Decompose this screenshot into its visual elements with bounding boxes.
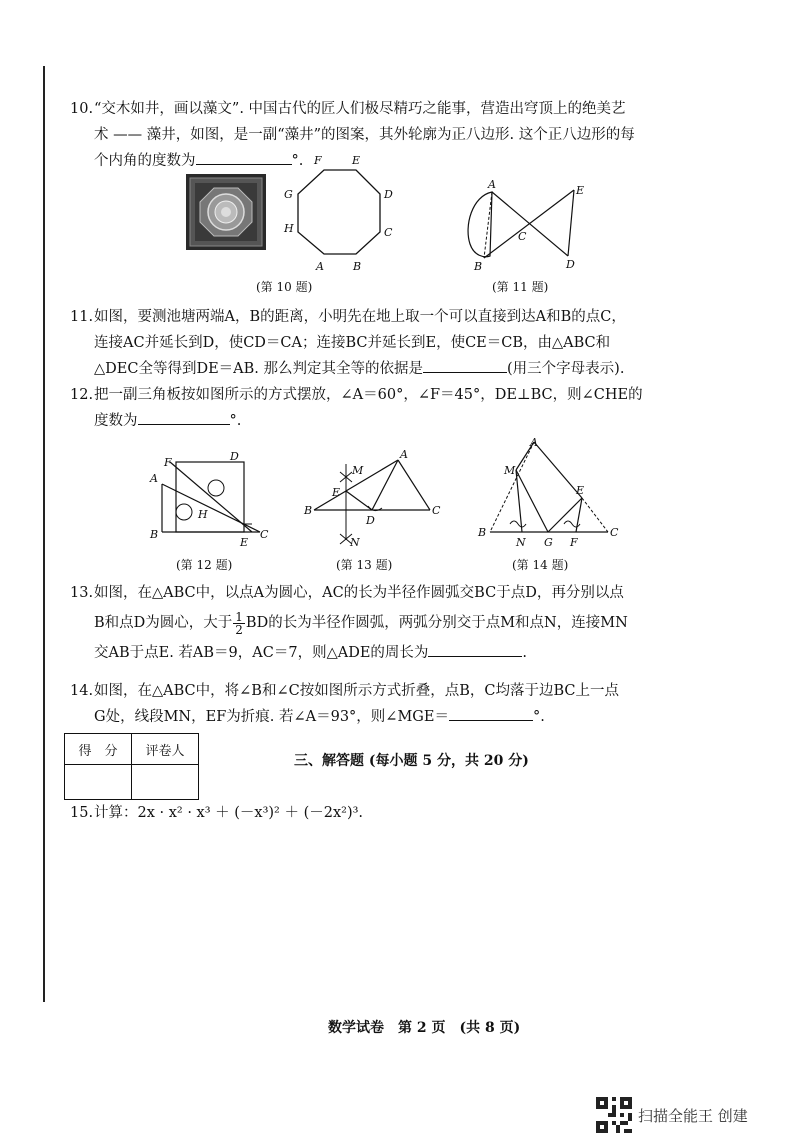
point-label: D [366,514,375,527]
point-label: E [240,536,249,548]
question-text: °. [229,413,242,429]
answer-blank [138,410,230,425]
question-text: °. [532,709,545,725]
segment-AC [398,460,430,510]
answer-blank [449,706,533,721]
page-footer: 数学试卷 第 2 页 (共 8 页) [328,1020,521,1036]
question-text: △DEC全等得到DE＝AB. 那么判定其全等的依据是 [94,361,424,377]
octagon-shape [298,170,380,254]
board-hole [208,480,224,496]
question-text: G处，线段MN，EF为折痕. 若∠A＝93°，则∠MGE＝ [94,709,449,725]
point-label: D [230,450,239,463]
answer-blank [428,642,522,657]
section-title: 三、解答题 (每小题 5 分，共 20 分) [294,753,529,769]
question-text: 交AB于点E. 若AB＝9，AC＝7，则△ADE的周长为 [94,645,429,661]
vertex-label: G [284,188,293,201]
vertex-label: F [314,154,322,167]
figure-caption: (第 13 题) [336,558,393,572]
question-12 [70,382,730,434]
point-label: M [352,464,364,477]
point-label: A [488,178,496,191]
point-label: A [150,472,158,485]
point-label: E [576,484,585,497]
question-15 [70,800,730,826]
question-number: 12. [70,387,94,403]
point-label: F [164,456,172,469]
figure-caption: (第 10 题) [256,280,313,294]
regular-octagon-figure [276,150,406,278]
figure-caption: (第 11 题) [492,280,549,294]
grader-header: 评卷人 [132,734,199,765]
question-text: “交木如井，画以藻文”. 中国古代的匠人们极尽精巧之能事，营造出穹顶上的绝美艺 [94,101,626,117]
question-14 [70,678,730,730]
vertex-label: A [316,260,324,273]
answer-blank [423,358,507,373]
segment-DE [568,190,574,256]
question-text: (用三个字母表示). [507,361,625,377]
point-label: C [610,526,619,539]
question-text: B和点D为圆心，大于 [94,615,233,631]
score-cell[interactable] [65,765,132,800]
point-label: B [150,528,159,541]
point-label: N [350,536,360,549]
scanner-watermark [596,1097,748,1133]
question-text: 术 —— 藻井，如图，是一副“藻井”的图案，其外轮廓为正八边形. 这个正八边形的每 [94,127,635,143]
point-label: F [570,536,578,549]
figure-caption: (第 14 题) [512,558,569,572]
question-text: 连接AC并延长到D，使CD＝CA；连接BC并延长到E，使CE＝CB，由△ABC和 [94,335,611,351]
board-hole [176,504,192,520]
segment-AD [492,192,568,256]
point-label: E [576,184,585,197]
fraction-one-half [233,611,245,636]
caisson-ceiling-image [186,174,266,250]
point-label: D [566,258,575,271]
question-text: 度数为 [94,413,138,429]
question-number: 10. [70,101,94,117]
point-label: C [260,528,269,541]
qr-code-icon [596,1097,632,1133]
question-text: 把一副三角板按如图所示的方式摆放，∠A＝60°，∠F＝45°，DE⊥BC，则∠CHE的 [94,387,643,403]
point-label: H [198,508,208,521]
question-number: 13. [70,585,94,601]
question-text: . [522,645,528,661]
figure-14 [476,436,626,556]
question-number: 15. [70,805,94,821]
question-number: 11. [70,309,94,325]
question-text: BD的长为半径作圆弧，两弧分别交于点M和点N，连接MN [245,615,628,631]
segment-EC-dashed [582,498,608,532]
question-13 [70,580,730,666]
vertex-label: D [384,188,393,201]
figure-11 [460,176,590,276]
segment-ED [346,491,372,510]
segment-AB-dashed [490,442,534,532]
segment-AE [534,442,585,498]
segment-BE [484,190,574,258]
point-label: A [400,448,408,461]
vertex-label: B [353,260,362,273]
question-text: 如图，在△ABC中，将∠B和∠C按如图所示方式折叠，点B，C均落于边BC上一点 [94,683,619,699]
score-header: 得 分 [65,734,132,765]
figure-12 [148,448,278,548]
point-label: C [432,504,441,517]
point-label: A [530,436,538,449]
question-text: 个内角的度数为 [94,153,196,169]
vertex-label: E [352,154,361,167]
vertex-label: C [384,226,393,239]
point-label: M [504,464,516,477]
figure-caption: (第 12 题) [176,558,233,572]
question-11 [70,304,730,382]
fraction-denominator: 2 [235,622,243,637]
binding-margin-line [43,66,45,1002]
question-text: °. [291,153,304,169]
question-text: 计算：2x · x² · x³ ＋ (－x³)² ＋ (－2x²)³. [94,805,364,821]
question-text: 如图，要测池塘两端A，B的距离，小明先在地上取一个可以直接到达A和B的点C， [94,309,626,325]
point-label: G [544,536,553,549]
point-label: B [474,260,483,273]
point-label: B [304,504,313,517]
point-label: C [518,230,527,243]
figure-13 [302,448,452,552]
vertex-label: H [284,222,294,235]
point-label: N [516,536,526,549]
watermark-text: 扫描全能王 创建 [638,1106,748,1125]
point-label: B [478,526,487,539]
grader-cell[interactable] [132,765,199,800]
fraction-numerator: 1 [235,609,243,624]
question-number: 14. [70,683,94,699]
question-text: 如图，在△ABC中，以点A为圆心，AC的长为半径作圆弧交BC于点D，再分别以点 [94,585,624,601]
point-label: E [332,486,341,499]
square-triangle-board [176,462,244,532]
score-table [64,733,199,800]
